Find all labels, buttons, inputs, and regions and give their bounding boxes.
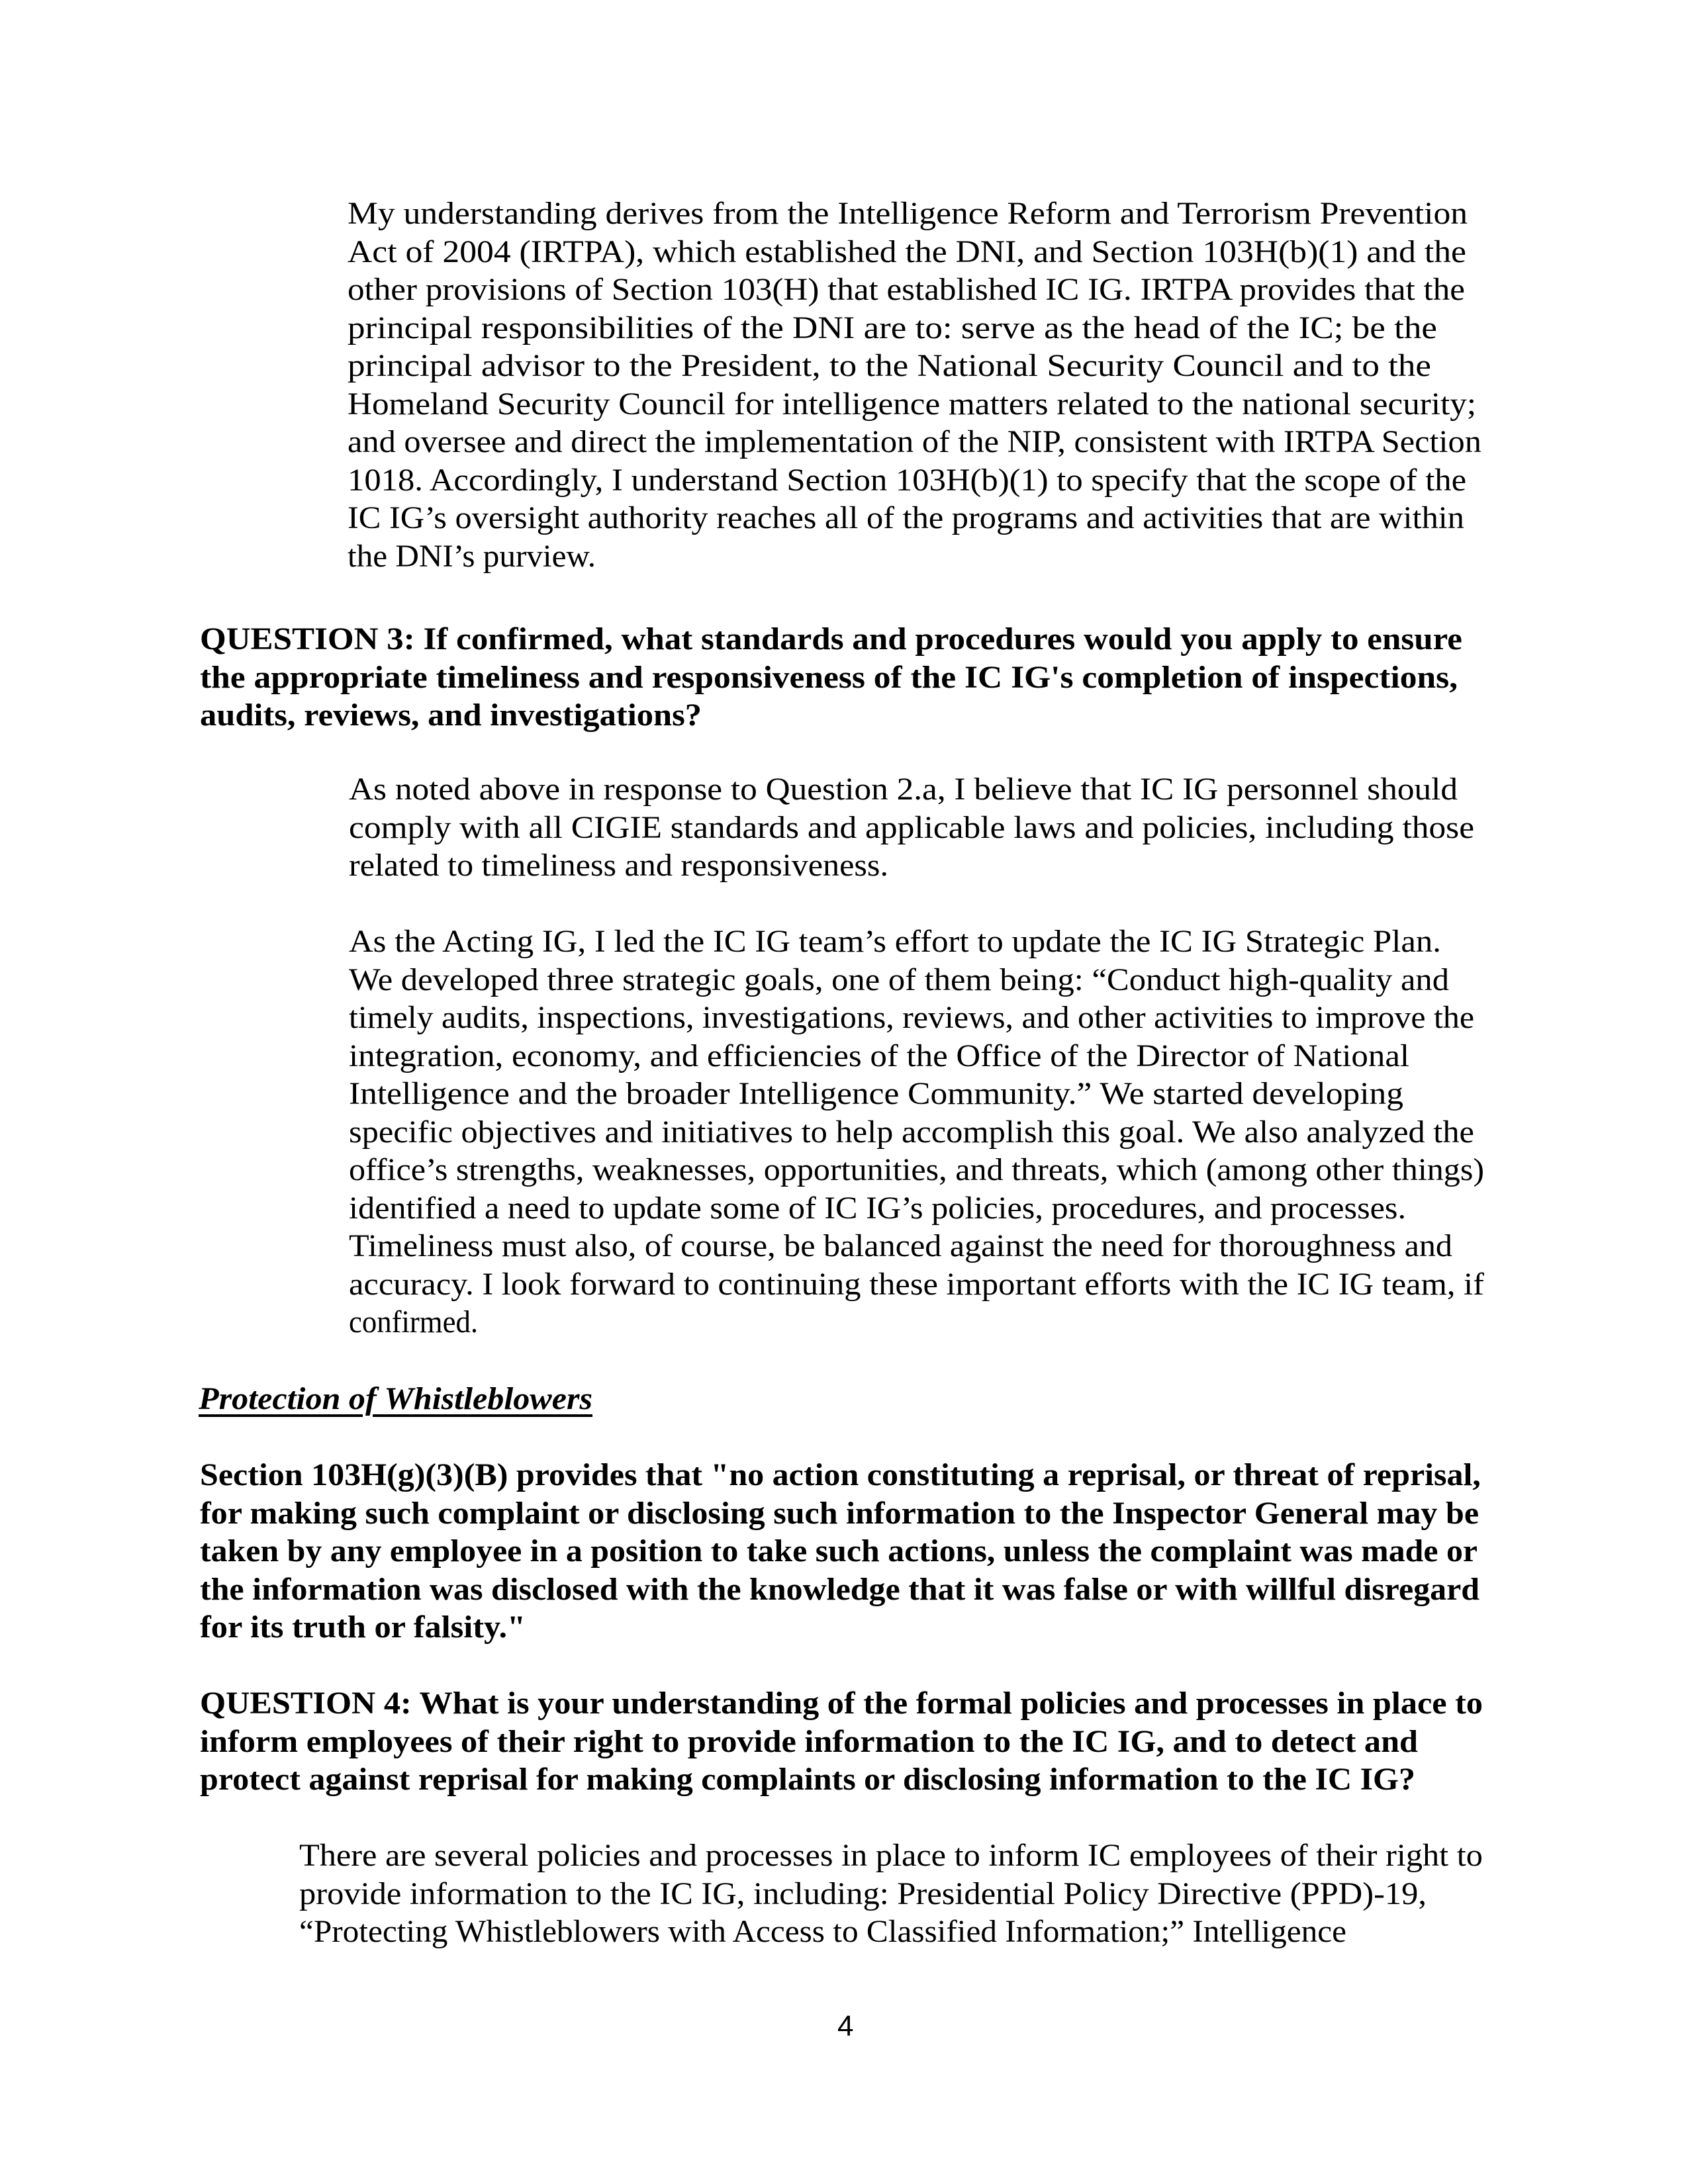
text-line: Timeliness must also, of course, be balanced against the need for thoroughness and <box>349 1228 1452 1263</box>
text-line: accuracy. I look forward to continuing these important efforts with the IC IG team, if <box>349 1266 1484 1302</box>
text-line: IC IG’s oversight authority reaches all of the programs and activities that are within <box>348 500 1464 535</box>
text-line: Section 103H(g)(3)(B) provides that "no action constituting a reprisal, or threat of reprisal, <box>200 1457 1481 1492</box>
text-line: the DNI’s purview. <box>348 538 596 574</box>
text-line: As noted above in response to Question 2.a, I believe that IC IG personnel should <box>349 772 1458 807</box>
text-line: integration, economy, and efficiencies of the Office of the Director of National <box>349 1038 1410 1073</box>
text-line: 1018. Accordingly, I understand Section 103H(b)(1) to specify that the scope of the <box>348 462 1467 498</box>
text-line: inform employees of their right to provide information to the IC IG, and to detect and <box>200 1723 1419 1759</box>
text-line: principal responsibilities of the DNI are to: serve as the head of the IC; be the <box>348 310 1437 345</box>
text-line: Intelligence and the broader Intelligence Community.” We started developing <box>349 1076 1404 1111</box>
text-line: identified a need to update some of IC IG’s policies, procedures, and processes. <box>349 1190 1407 1226</box>
text-line: Homeland Security Council for intelligence matters related to the national security; <box>348 386 1477 422</box>
text-line: Act of 2004 (IRTPA), which established the DNI, and Section 103H(b)(1) and the <box>348 234 1466 269</box>
text-line: the information was disclosed with the knowledge that it was false or with willful disregard <box>200 1571 1480 1607</box>
text-line: office’s strengths, weaknesses, opportunities, and threats, which (among other things) <box>349 1152 1485 1187</box>
text-line: timely audits, inspections, investigations, reviews, and other activities to improve the <box>349 1000 1475 1035</box>
text-line: audits, reviews, and investigations? <box>200 698 702 733</box>
text-line: and oversee and direct the implementation of the NIP, consistent with IRTPA Section <box>348 424 1481 459</box>
text-line: taken by any employee in a position to take such actions, unless the complaint was made or <box>200 1533 1478 1569</box>
text-line: for making such complaint or disclosing such information to the Inspector General may be <box>200 1495 1479 1531</box>
text-line: provide information to the IC IG, including: Presidential Policy Directive (PPD)-19, <box>299 1876 1427 1911</box>
text-line: Protection of Whistleblowers <box>199 1381 592 1416</box>
text-line: QUESTION 3: If confirmed, what standards and procedures would you apply to ensure <box>200 621 1462 657</box>
text-line: the appropriate timeliness and responsiveness of the IC IG's completion of inspections, <box>200 659 1458 695</box>
text-line: My understanding derives from the Intelligence Reform and Terrorism Prevention <box>348 196 1468 231</box>
text-line: We developed three strategic goals, one of them being: “Conduct high-quality and <box>349 962 1450 997</box>
text-line: comply with all CIGIE standards and applicable laws and policies, including those <box>349 809 1475 845</box>
text-line: for its truth or falsity." <box>200 1610 526 1645</box>
text-line: specific objectives and initiatives to help accomplish this goal. We also analyzed the <box>349 1114 1474 1150</box>
text-line: protect against reprisal for making complaints or disclosing information to the IC IG? <box>200 1762 1415 1797</box>
text-line: confirmed. <box>349 1304 479 1340</box>
text-line: related to timeliness and responsiveness. <box>349 848 888 883</box>
text-line: QUESTION 4: What is your understanding of the formal policies and processes in place to <box>200 1686 1483 1721</box>
page-number: 4 <box>837 2010 854 2042</box>
text-line: There are several policies and processes in place to inform IC employees of their right to <box>299 1838 1483 1873</box>
text-line: principal advisor to the President, to the National Security Council and to the <box>348 348 1431 383</box>
text-line: other provisions of Section 103(H) that established IC IG. IRTPA provides that the <box>348 272 1465 307</box>
text-line: “Protecting Whistleblowers with Access to Classified Information;” Intelligence <box>299 1914 1346 1949</box>
text-line: As the Acting IG, I led the IC IG team’s effort to update the IC IG Strategic Plan. <box>349 924 1441 959</box>
